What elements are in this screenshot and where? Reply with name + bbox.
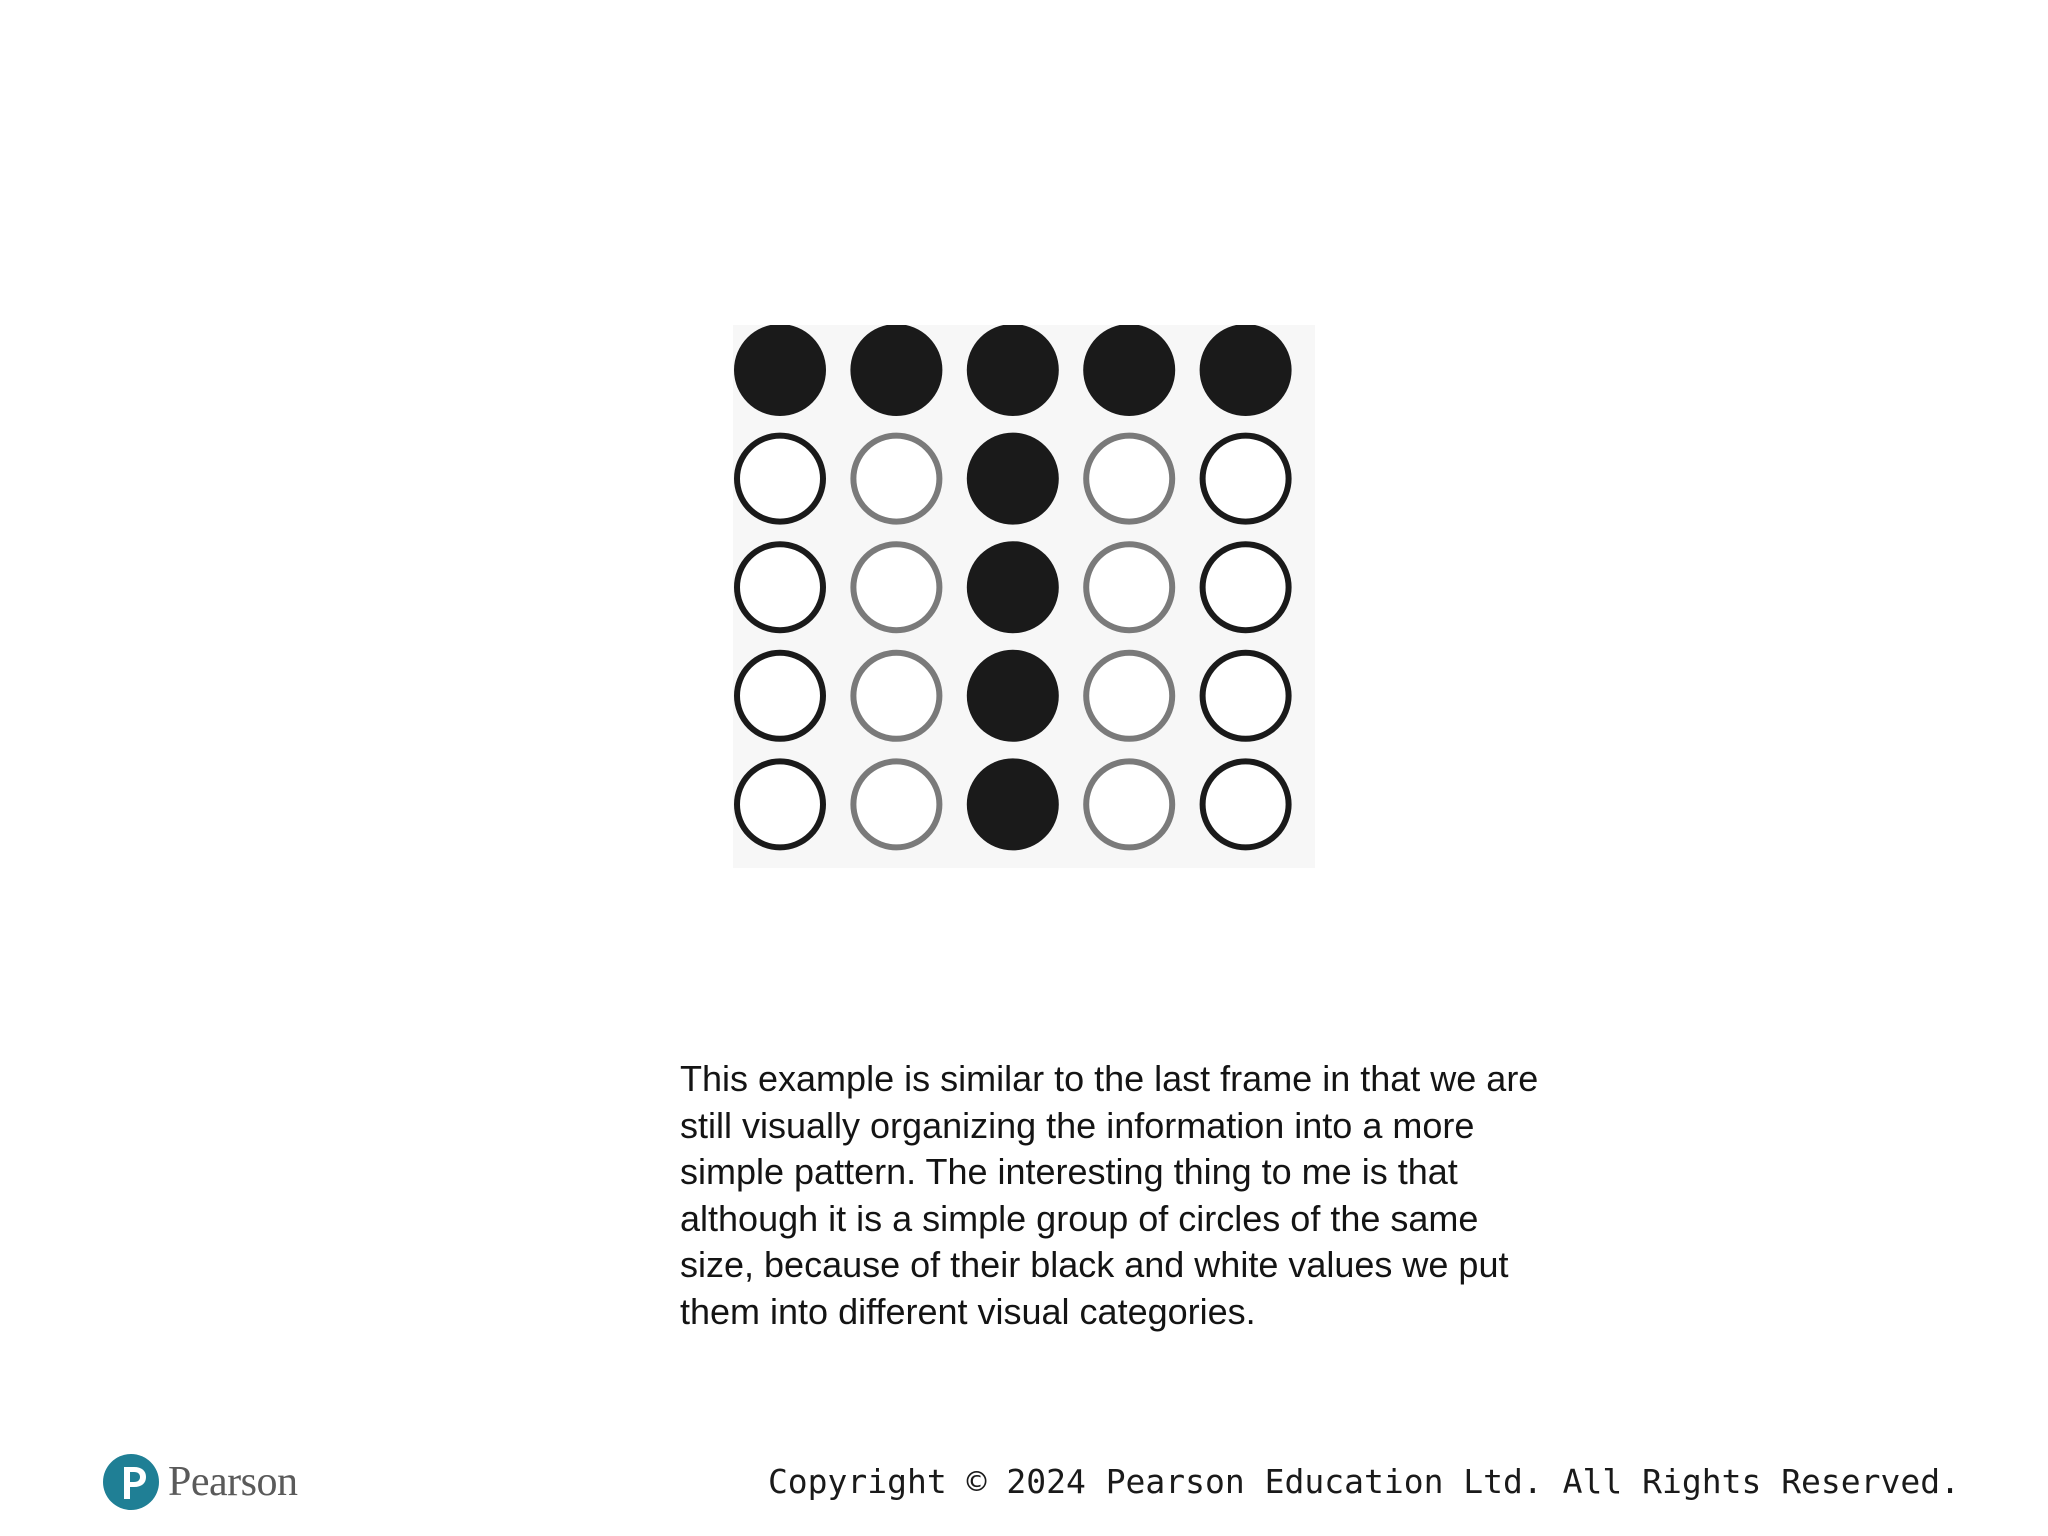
circle-filled-black-r1-c5 — [1200, 325, 1292, 416]
pearson-p-icon — [102, 1453, 160, 1511]
circle-outline-black-r3-c1 — [737, 544, 823, 630]
circle-filled-black-r5-c3 — [967, 758, 1059, 850]
pearson-logo — [102, 1452, 297, 1512]
circle-outline-gray-r5-c2 — [853, 761, 939, 847]
caption-text: This example is similar to the last frame in that we are still visually organizing the information into a more simple pattern. The interesting thing to me is that although it is a simple group of circles of the same size, because of their black and white values we put them into different visual categories. — [680, 1058, 1539, 1332]
circle-grid — [733, 325, 1315, 868]
circle-outline-black-r5-c1 — [737, 761, 823, 847]
circle-filled-black-r2-c3 — [967, 433, 1059, 525]
circle-filled-black-r1-c2 — [850, 325, 942, 416]
circle-outline-gray-r3-c4 — [1086, 544, 1172, 630]
circle-outline-black-r2-c1 — [737, 436, 823, 522]
circle-filled-black-r1-c1 — [734, 325, 826, 416]
pearson-wordmark: Pearson — [168, 1459, 298, 1505]
circle-filled-black-r3-c3 — [967, 541, 1059, 633]
circle-outline-black-r2-c5 — [1203, 436, 1289, 522]
circle-outline-black-r5-c5 — [1203, 761, 1289, 847]
circle-outline-gray-r2-c2 — [853, 436, 939, 522]
circle-outline-gray-r4-c2 — [853, 653, 939, 739]
circle-outline-gray-r4-c4 — [1086, 653, 1172, 739]
circle-outline-gray-r5-c4 — [1086, 761, 1172, 847]
circle-outline-black-r3-c5 — [1203, 544, 1289, 630]
circle-outline-gray-r2-c4 — [1086, 436, 1172, 522]
circle-filled-black-r4-c3 — [967, 650, 1059, 742]
copyright-notice: Copyright © 2024 Pearson Education Ltd. All Rights Reserved. — [767, 1462, 1960, 1501]
circle-grid-figure — [733, 325, 1315, 868]
circle-filled-black-r1-c4 — [1083, 325, 1175, 416]
circle-outline-black-r4-c5 — [1203, 653, 1289, 739]
circle-outline-gray-r3-c2 — [853, 544, 939, 630]
circle-outline-black-r4-c1 — [737, 653, 823, 739]
circle-filled-black-r1-c3 — [967, 325, 1059, 416]
